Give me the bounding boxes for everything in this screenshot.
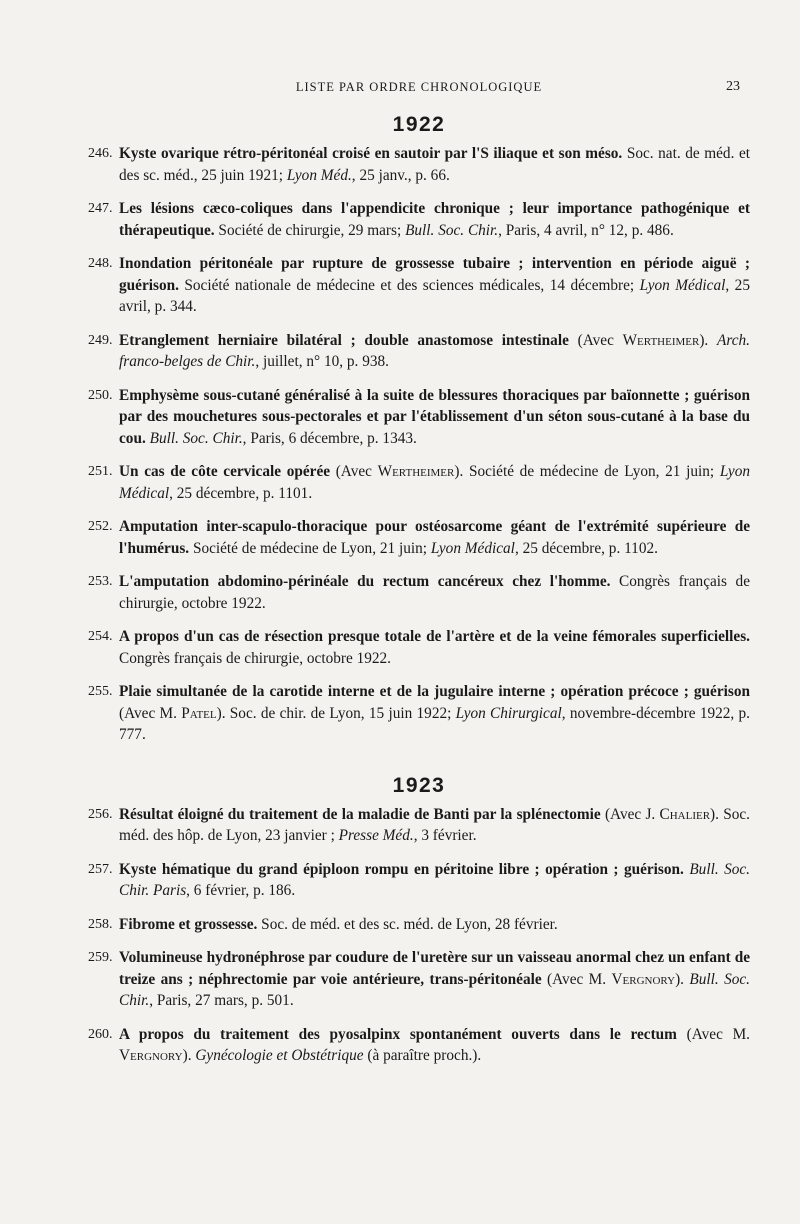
entry-details: , 25 décembre, p. 1101. [169, 484, 313, 502]
entry-text: Congrès français de chirurgie, octobre 1922. [119, 649, 391, 667]
bibliography-entry [88, 461, 750, 504]
entry-title: Emphysème sous-cutané généralisé à la suite de blessures thoraciques par baïonnette ; guérison par des mouchetures sous-pectorales et par l'établissement d'un séton sous-cutané à la base du cou. [119, 386, 750, 447]
entry-journal: Lyon Médical [639, 276, 726, 294]
entry-title: L'amputation abdomino-périnéale du rectum cancéreux chez l'homme. [119, 573, 611, 590]
entry-text: Soc. de méd. et des sc. méd. de Lyon, 28 février. [257, 915, 558, 933]
entry-coauthor: Chalier [659, 805, 711, 823]
running-head [88, 80, 750, 100]
entry-coauthor: Wertheimer [377, 463, 455, 480]
entry-coauthor: Wertheimer [622, 331, 700, 349]
bibliography-entry [88, 1024, 750, 1067]
entry-title: Fibrome et grossesse. [119, 915, 258, 933]
entry-details: , Paris, 4 avril, n° 12, p. 486. [498, 221, 674, 239]
entry-number: 259. [88, 950, 113, 965]
entry-text: (Avec J. [600, 805, 660, 823]
bibliography-entry [88, 253, 750, 318]
entry-title: Résultat éloigné du traitement de la maladie de Banti par la splénectomie [119, 805, 601, 823]
entry-text: Société nationale de médecine et des sciences médicales, 14 décembre; [178, 276, 640, 294]
bibliography-entry [88, 626, 750, 669]
year-heading: 1922 [392, 113, 446, 136]
entry-text-after-author: ). [182, 1047, 196, 1064]
entry-journal: Bull. Soc. Chir. [119, 970, 750, 1009]
entry-coauthor: Vergnory [119, 1047, 183, 1064]
entry-journal: Bull. Soc. Chir. [149, 429, 243, 447]
entry-journal: Lyon Médical [119, 463, 750, 502]
entry-details: , 25 avril, p. 344. [119, 276, 750, 315]
entry-details: , Paris, 27 mars, p. 501. [149, 992, 294, 1009]
bibliography-entry [88, 914, 750, 936]
entry-details: , novembre-décembre 1922, p. 777. [119, 704, 750, 743]
entry-coauthor: Vergnory [611, 970, 676, 988]
chronological-list [88, 113, 750, 1079]
entry-text-after-author: ). Soc. de chir. de Lyon, 15 juin 1922; [216, 704, 456, 722]
entry-text: (Avec M. [119, 704, 182, 722]
entry-journal: Lyon Chirurgical [455, 704, 562, 722]
entry-title: A propos d'un cas de résection presque totale de l'artère et de la veine fémorales superficielles. [119, 628, 750, 645]
bibliography-entry [88, 804, 750, 847]
entry-number: 248. [88, 256, 113, 271]
entry-details: (à paraître proch.). [363, 1047, 482, 1064]
bibliography-entry [88, 516, 750, 559]
entry-journal: Lyon Médical [430, 539, 515, 557]
entry-text: (Avec M. [541, 970, 612, 988]
entry-text-after-author: ). Soc. méd. des hôp. de Lyon, 23 janvier ; [119, 805, 750, 844]
bibliography-entry [88, 330, 750, 373]
entry-text-after-author: ). Société de médecine de Lyon, 21 juin; [454, 463, 720, 480]
entry-text: Congrès français de chirurgie, octobre 1922. [119, 573, 750, 612]
entry-details: , juillet, n° 10, p. 938. [255, 353, 389, 370]
entry-text: (Avec [330, 463, 378, 480]
entry-details: , 6 février, p. 186. [186, 882, 296, 899]
entry-number: 251. [88, 464, 113, 479]
entry-number: 247. [88, 201, 113, 216]
bibliography-entry [88, 947, 750, 1012]
entry-title: Volumineuse hydronéphrose par coudure de l'uretère sur un vaisseau anormal chez un enfant de treize ans ; néphrectomie par voie antérieure, trans-péritonéale [119, 949, 750, 988]
entry-text: Société de médecine de Lyon, 21 juin; [189, 539, 431, 557]
entry-text-after-author: ). [675, 970, 690, 988]
bibliography-entry [88, 198, 750, 241]
entry-number: 255. [88, 684, 113, 699]
entry-number: 256. [88, 806, 113, 822]
entry-title: Inondation péritonéale par rupture de grossesse tubaire ; intervention en période aiguë ; guérison. [119, 255, 750, 294]
entry-title: Amputation inter-scapulo-thoracique pour ostéosarcome géant de l'extrémité supérieure de l'humérus. [119, 518, 750, 557]
entry-number: 258. [88, 916, 113, 932]
entry-number: 246. [88, 146, 113, 161]
running-title: LISTE PAR ORDRE CHRONOLOGIQUE [295, 80, 543, 94]
entry-journal: Bull. Soc. Chir. Paris [119, 860, 750, 899]
entry-journal: Gynécologie et Obstétrique [195, 1047, 364, 1064]
bibliography-entry [88, 859, 750, 902]
entry-journal: Lyon Méd. [286, 166, 352, 184]
bibliography-entry [88, 681, 750, 746]
entry-number: 249. [88, 332, 113, 348]
entry-title: Etranglement herniaire bilatéral ; double anastomose intestinale [119, 331, 569, 349]
entry-journal: Bull. Soc. Chir. [405, 221, 499, 239]
entry-text: Soc. nat. de méd. et des sc. méd., 25 juin 1921; [119, 145, 751, 184]
entry-title: Kyste hématique du grand épiploon rompu en péritoine libre ; opération ; guérison. [119, 860, 684, 878]
bibliography-entry [88, 143, 750, 186]
entry-details: , 25 janv., p. 66. [351, 166, 450, 184]
entry-text: Société de chirurgie, 29 mars; [214, 221, 406, 239]
entry-details: , 25 décembre, p. 1102. [514, 539, 658, 557]
bibliography-entry [88, 571, 750, 614]
entry-number: 253. [88, 574, 113, 589]
entry-number: 250. [88, 387, 113, 403]
entry-title: Kyste ovarique rétro-péritonéal croisé en sautoir par l'S iliaque et son méso. [119, 145, 623, 162]
entry-text: (Avec M. [676, 1025, 750, 1043]
entry-number: 252. [88, 519, 113, 534]
entry-journal: Arch. franco-belges de Chir. [119, 331, 750, 370]
entry-number: 260. [88, 1026, 113, 1042]
entry-details: , 3 février. [413, 827, 477, 844]
entry-coauthor: Patel [181, 704, 217, 722]
entry-details: , Paris, 6 décembre, p. 1343. [242, 429, 417, 447]
entry-text: (Avec [568, 331, 623, 349]
year-heading: 1923 [392, 773, 446, 797]
entry-number: 257. [88, 861, 113, 877]
entry-journal: Presse Méd. [338, 827, 414, 844]
entry-title: Les lésions cæco-coliques dans l'appendicite chronique ; leur importance pathogénique et thérapeutique. [119, 200, 750, 239]
entry-text-after-author: ). [699, 331, 717, 349]
entry-title: A propos du traitement des pyosalpinx spontanément ouverts dans le rectum [119, 1025, 677, 1043]
bibliography-entry [88, 385, 750, 450]
entry-title: Un cas de côte cervicale opérée [119, 463, 331, 480]
page-number: 23 [726, 79, 740, 94]
entry-title: Plaie simultanée de la carotide interne et de la jugulaire interne ; opération précoce ; guérison [119, 683, 750, 700]
entry-number: 254. [88, 629, 113, 644]
